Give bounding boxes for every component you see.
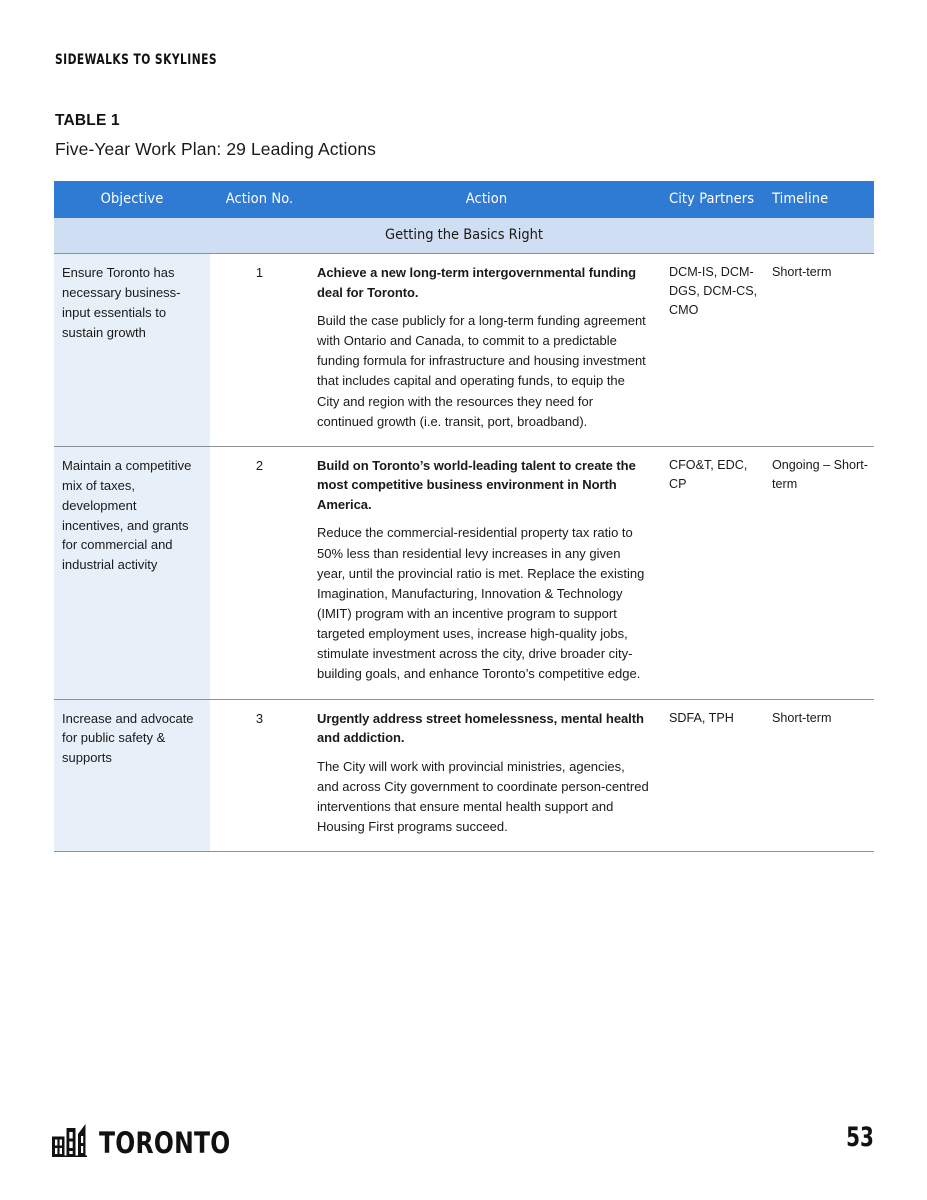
toronto-skyline-icon	[52, 1124, 92, 1157]
table-header	[54, 181, 874, 218]
cell-action	[309, 699, 664, 852]
column-header-action: Action	[309, 181, 664, 218]
action-body: The City will work with provincial ministries, agencies, and across City government to coordinate person-centred interventions that ensure mental health support and Housing First programs succeed.	[317, 758, 649, 834]
cell-objective: Maintain a competitive mix of taxes, development incentives, and grants for commercial and industrial activity	[54, 446, 210, 699]
cell-city-partners: CFO&T, EDC, CP	[664, 446, 767, 699]
running-head: SIDEWALKS TO SKYLINES	[55, 52, 218, 68]
cell-objective: Ensure Toronto has necessary business-input essentials to sustain growth	[54, 254, 210, 447]
table-row	[54, 254, 874, 447]
action-heading: Achieve a new long-term intergovernmental funding deal for Toronto.	[317, 265, 636, 300]
cell-action	[309, 254, 664, 447]
cell-timeline: Short-term	[767, 254, 874, 447]
action-body: Reduce the commercial-residential property tax ratio to 50% less than residential levy increases in any given year, until the provincial ratio is met. Replace the existing Imagination, Manufacturing, Innovation & Technology (IMIT) program with an incentive program to support targeted employment uses, increase high-quality jobs, stimulate investment across the city, drive broader city-building goals, and enhance Toronto’s competitive edge.	[317, 525, 645, 682]
page-number: 53	[846, 1122, 874, 1153]
cell-timeline: Short-term	[767, 699, 874, 852]
cell-action-no: 1	[210, 254, 309, 447]
table-row	[54, 446, 874, 699]
action-heading: Urgently address street homelessness, mental health and addiction.	[317, 710, 644, 745]
cell-city-partners: DCM-IS, DCM-DGS, DCM-CS, CMO	[664, 254, 767, 447]
cell-timeline: Ongoing – Short-term	[767, 446, 874, 699]
toronto-logo	[52, 1124, 245, 1160]
table-body	[54, 218, 874, 852]
cell-action-no: 3	[210, 699, 309, 852]
work-plan-table-wrapper	[54, 181, 874, 852]
table-label: TABLE 1	[55, 112, 120, 129]
column-header-city-partners: City Partners	[664, 181, 767, 218]
action-body: Build the case publicly for a long-term funding agreement with Ontario and Canada, to commit to a predictable funding formula for infrastructure and housing investment that includes capital and operating funds, to equip the City and region with the resources they need for continued growth (i.e. transit, port, broadband).	[317, 313, 646, 429]
cell-action	[309, 446, 664, 699]
action-heading: Build on Toronto’s world-leading talent to create the most competitive business environment in North America.	[317, 457, 636, 512]
column-header-timeline: Timeline	[767, 181, 874, 218]
toronto-logo-text: TORONTO	[99, 1126, 231, 1160]
table-header-row	[54, 181, 874, 218]
table-section-row	[54, 218, 874, 254]
cell-objective: Increase and advocate for public safety & supports	[54, 699, 210, 852]
section-title: Getting the Basics Right	[54, 218, 874, 254]
cell-city-partners: SDFA, TPH	[664, 699, 767, 852]
table-title: Five-Year Work Plan: 29 Leading Actions	[55, 139, 377, 159]
column-header-objective: Objective	[54, 181, 210, 218]
column-header-action-no: Action No.	[210, 181, 309, 218]
work-plan-table	[54, 181, 874, 852]
cell-action-no: 2	[210, 446, 309, 699]
table-row	[54, 699, 874, 852]
